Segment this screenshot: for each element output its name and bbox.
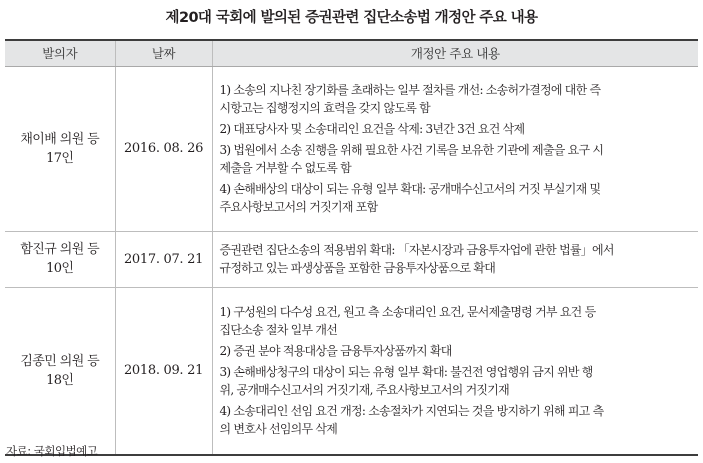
item-line: 1) 소송의 지나친 장기화를 초래하는 일부 절차를 개선: 소송허가결정에 대한 즉 xyxy=(219,83,601,97)
proposer-name: 김종민 의원 등 xyxy=(20,353,100,369)
header-content: 개정안 주요 내용 xyxy=(212,40,698,66)
item-line: 3) 법원에서 소송 진행을 위해 필요한 사건 기록을 보유한 기관에 제출을 요구 시 xyxy=(219,143,604,157)
item-line: 의 변호사 선임의무 삭제 xyxy=(219,422,338,437)
date-cell: 2018. 09. 21 xyxy=(115,287,212,455)
proposer-cell xyxy=(5,66,115,231)
content-text xyxy=(220,241,691,277)
amendment-table xyxy=(5,39,698,456)
item-line: 위, 공개매수신고서의 거짓기재, 주요사항보고서의 거짓기재 xyxy=(219,383,509,398)
item-line: 집단소송 절차 일부 개선 xyxy=(219,323,338,338)
content-cell xyxy=(212,231,698,287)
source-note: 자료: 국회입법예고 xyxy=(6,444,98,458)
list-item xyxy=(220,342,691,360)
header-date: 날짜 xyxy=(115,40,212,66)
proposer-count: 10인 xyxy=(46,261,74,276)
item-line: 4) 손해배상의 대상이 되는 유형 일부 확대: 공개매수신고서의 거짓 부실기재 및 xyxy=(219,182,601,196)
table-row xyxy=(5,66,698,231)
item-line: 2) 대표당사자 및 소송대리인 요건을 삭제: 3년간 3건 요건 삭제 xyxy=(219,122,525,136)
text-line: 증권관련 집단소송의 적용범위 확대: 「자본시장과 금융투자업에 관한 법률」에서 xyxy=(219,243,614,257)
table-row xyxy=(5,231,698,287)
item-line: 4) 소송대리인 선임 요건 개정: 소송절차가 지연되는 것을 방지하기 위해 피고 측 xyxy=(219,404,604,419)
table-row xyxy=(5,287,698,455)
proposer-name: 채이배 의원 등 xyxy=(20,131,100,147)
proposer-cell xyxy=(5,287,115,455)
page-title: 제20대 국회에 발의된 증권관련 집단소송법 개정안 주요 내용 xyxy=(165,10,538,26)
table-header-row xyxy=(5,40,698,66)
content-cell xyxy=(212,287,698,455)
list-item xyxy=(220,180,691,216)
list-item xyxy=(220,363,691,399)
list-item xyxy=(220,402,691,438)
item-line: 2) 증권 분야 적용대상을 금융투자상품까지 확대 xyxy=(219,344,452,359)
content-cell xyxy=(212,66,698,231)
item-line: 1) 구성원의 다수성 요건, 원고 측 소송대리인 요건, 문서제출명령 거부 요건 등 xyxy=(219,305,596,320)
list-item xyxy=(220,141,691,177)
date-cell: 2017. 07. 21 xyxy=(115,231,212,287)
list-item xyxy=(220,303,691,339)
header-proposer: 발의자 xyxy=(5,40,115,66)
item-line: 주요사항보고서의 거짓기재 포함 xyxy=(219,200,378,214)
proposer-count: 17인 xyxy=(46,150,74,166)
proposer-name: 함진규 의원 등 xyxy=(20,242,100,257)
item-line: 3) 손해배상청구의 대상이 되는 유형 일부 확대: 불건전 영업행위 금지 위반 행 xyxy=(219,365,593,380)
item-line: 제출을 거부할 수 없도록 함 xyxy=(219,161,352,175)
date-cell: 2016. 08. 26 xyxy=(115,66,212,231)
item-line: 시항고는 집행정지의 효력을 갖지 않도록 함 xyxy=(219,101,430,115)
text-line: 규정하고 있는 파생상품을 포함한 금융투자상품으로 확대 xyxy=(219,261,496,275)
list-item xyxy=(220,81,691,117)
proposer-cell xyxy=(5,231,115,287)
list-item xyxy=(220,120,691,138)
proposer-count: 18인 xyxy=(46,372,74,388)
